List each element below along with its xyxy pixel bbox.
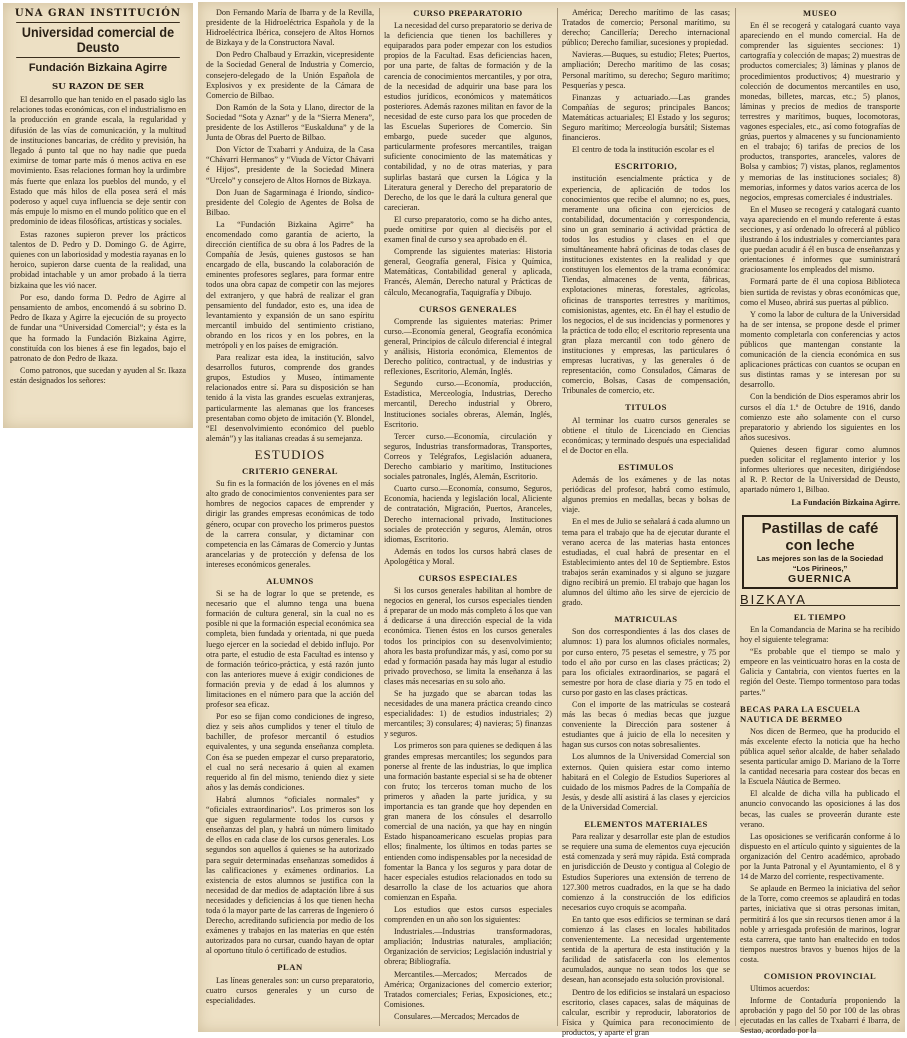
paragraph: Se aplaude en Bermeo la iniciativa del señor de la Torre, como creemos se aplaudirá en todas partes, iniciativa que si otras personas imitan, permitirá á los que sin recursos tienen amor á la noble y arriesgada profesión de marinos, lograr esta carrera, que tanto han enaltecido en todos tiempos nuestros bravos y buenos hijos de la costa. (740, 884, 900, 964)
paragraph: La necesidad del curso preparatorio se deriva de la deficiencia que tienen los bachilleres y equiparados para poder empezar con los estudios propios de la Facultad. Esas deficiencias hacen, por una parte, de faltas de formación y de la carencia de conocimientos mercantiles, y por otra, de la necesidad de adquirir una base para los estudios jurídicos, económicos y matemáticos posteriores. Además razones militan en favor de la necesidad de este curso para los que proceden de las Escuelas Superiores de Comercio. Sin embargo, puede suceder que algunos, particularmente profesores mercantiles, traigan suficiente conocimiento de las matemáticas y contabilidad, y no de otras materias, y para suplirlas bastará que cursen la Lógica y la Literatura general y Derecho del preparatorio de Derecho, de los que le dará la cultura general que carecieran. (384, 21, 552, 212)
paragraph: Nos dicen de Bermeo, que ha producido el más excelente efecto la noticia que ha hecho pública aquel señor alcalde, de haber señalado sesenta particular amigo D. Mariano de la Torre la cantidad necesaria para costear dos becas en la Escuela Náutica de Bermeo. (740, 726, 900, 787)
clipping-kicker: UNA GRAN INSTITUCIÓN (14, 8, 182, 19)
paragraph: El curso preparatorio, como se ha dicho antes, puede omitirse por quien al dieciséis por el examen final de curso y sea aprobado en él. (384, 214, 552, 245)
column-rule (557, 8, 558, 1026)
tiempo-heading: EL TIEMPO (793, 611, 847, 622)
paragraph: institución esencialmente práctica y de experiencia, de aplicación de todos los conocimientos que recibe el alumno; no es, pues, meramente una oficina con ejercicios de contabilidad, documentación y correspondencia, sino un gran seminario á actividad práctica de todos los estudios y clases en el que simultáneamente habrá oficinas de todas clases de instituciones existentes en la realidad y que constituyen los elementos de la trama económica: Tiendas, almacenes de venta, fábricas, explotaciones mineras, forestales, agrícolas, oficinas de transportes terrestres y marítimos, comisionistas, agentes, etc. En él hay el estudio de los negocios, el de sus incidencias y pormenores y la práctica de todo ello; el escritorio representa una gran plaza mercantil con todo género de instituciones y empresas, las particulares ó empresas lucrativas, y las generales ó de representación, como Consulados, Cámaras de comercio, Bolsas, Casas de compensación, Tribunales de comercio, etc. (562, 174, 730, 396)
paragraph: Industriales.—Industrias transformadoras, ampliación; Industrias naturales, ampliación; Organización de servicios; Legislación industrial y obrera; Bibliografía. (384, 927, 552, 967)
paragraph: La “Fundación Bizkaina Agirre” ha encomendado como garantía de acierto, la dirección científica de su obra á los Padres de la Compañía de Jesús, quienes gustosos se han encargado de ella, buscando la colaboración de eminentes profesores seglares, para formar entre todos una obra capaz de competir con las mejores del extranjero, y que habrá de realizar el gran pensamiento del fundador, esto es, una idea de levantamiento y expansión de un sano espíritu mercantil imbuido del sentimiento cristiano, obrando en los ricos y en los pobres, en la metrópoli y en los países de emigración. (206, 219, 374, 350)
paragraph: Además en todos los cursos habrá clases de Apologética y Moral. (384, 546, 552, 566)
estimulos-heading: ESTIMULOS (618, 461, 674, 472)
ad-title-line2: con leche (785, 536, 855, 554)
paragraph: Tercer curso.—Economía, circulación y seguros, Industrias transformadoras, Transportes, Correos y Telégrafos, Legislación aduanera, Derecho cambiario y marítimo, Instituciones sociales patronales, Inglés, Alemán, Escritorio. (384, 431, 552, 482)
paragraph: El alcalde de dicha villa ha publicado el anuncio convocando las oposiciones á las dos becas, las cuales se proveerán durante este verano. (740, 789, 900, 829)
paragraph: Don Juan de Sagarminaga é Iriondo, síndico-presidente del Colegio de Agentes de Bolsa de Bilbao. (206, 187, 374, 217)
paragraph: Los primeros son para quienes se dediquen á las grandes empresas mercantiles; los segundos para ponerse al frente de las industrias, lo que implica una formación bastante especial si se ha de obtener con fruto; los terceros toman mucho de los primeros y añaden la parte jurídica, y su importancia es tan grande que hoy dependen en gran manera de los cónsules el desarrollo comercial de una nación, ya que hay en ningún Estado hispanoamericano escuelas propias para ellos; finalmente, los últimos en todas partes se entienden como indispensables por la necesidad de fomentar la Banca y los seguros y para dotar de hacer especiales estudios relacionados en todo su desarrollo la clase de los actuarios que ahora comienzan en España. (384, 741, 552, 902)
article-body (10, 95, 186, 387)
preparatorio-heading: CURSO PREPARATORIO (413, 8, 523, 18)
paragraph: Dentro de los edificios se instalará un espacioso escritorio, clases capaces, salas de máquinas de calcular, escribir y reproducir, laboratorios de Física y Química para reconocimiento de productos, y aparte el gran (562, 987, 730, 1037)
clipping-subtitle: Fundación Bizkaina Agirre (28, 62, 168, 74)
paragraph: Finanzas y actuariado.—Las grandes Compañías de seguros; principales Bancos; Matemáticas actuariales; El Estado y los seguros; Seguro marítimo; Merceología bursátil; Sistemas financieros. (562, 92, 730, 143)
paragraph: Al terminar los cuatro cursos generales se obtiene el título de Licenciado en Ciencias económicas; y terminado después una especialidad el de Doctor en ella. (562, 415, 730, 455)
paragraph: Son dos correspondientes á las dos clases de alumnos: 1) para los alumnos oficiales normales, por curso entero, 75 pesetas el semestre, y 75 por todo el año por curso en las clases prácticas; 2) para los oficiales extraordinarios, se pagará el semestre por hora de clase diaria y 75 en todo el curso por gasto en las clases prácticas. (562, 627, 730, 697)
paragraph: Quienes deseen figurar como alumnos pueden solicitar el reglamento interior y los informes ulteriores que necesiten, dirigiéndose al R. P. Rector de la Universidad de Deusto, apartado número 1, Bilbao. (740, 444, 900, 495)
paragraph: Don Víctor de Txabarri y Anduiza, de la Casa “Chávarri Hermanos” y “Viuda de Víctor Chávarri é Hijos”, presidente de la Sociedad Minera “Urcelo” y consejero de Altos Hornos de Bizkaya. (206, 145, 374, 185)
paragraph: En la Comandancia de Marina se ha recibido hoy el siguiente telegrama: (740, 624, 900, 645)
paragraph: Para realizar esta idea, la institución, salvo desarrollos futuros, comprende dos grandes grupos, Estudios y Museo, íntimamente relacionados entre sí. Para su disposición se han tenido á la vista las grandes escuelas extranjeras, particularmente las alemanas que los franceses presentaban como objeto de imitación (Y. Blondel, “El desenvolvimiento económico del pueblo alemán”) y las italianas creadas á su semejanza. (206, 353, 374, 443)
paragraph: En el Museo se recogerá y catalogará cuanto vaya apareciendo en el mundo referente á estas secciones, y así ordenado lo ofrecerá al público ilustrando á los industriales y comerciantes para que puedan acudir á él en busca de enseñanzas y orientaciones é informes que suministrará graciosamente los empleados del mismo. (740, 204, 900, 275)
ad-city: GUERNICA (787, 572, 852, 585)
paragraph: Consulares.—Mercados; Mercados de (394, 1011, 520, 1021)
column-rule (379, 8, 380, 1026)
paragraph: Mercantiles.—Mercados; Mercados de América; Organizaciones del comercio exterior; Tratados comerciales; Ferias, Exposiciones, etc.; Comisiones. (384, 969, 552, 1009)
elementos-heading: ELEMENTOS MATERIALES (584, 819, 708, 830)
paragraph: Las oposiciones se verificarán conforme á lo dispuesto en el artículo quinto y siguientes de la organización del Centro académico, aprobado por la Junta Patronal y el Ayuntamiento, el 8 y 14 de Marzo del corriente, respectivamente. (740, 831, 900, 882)
becas-heading: BECAS PARA LA ESCUELA NAUTICA DE BERMEO (740, 703, 860, 724)
escritorio-heading: ESCRITORIO, (614, 161, 678, 172)
paragraph: América; Derecho marítimo de las casas; Tratados de comercio; Personal marítimo, su derecho; Cancillería; Derecho internacional público; Derecho familiar, sucesiones y propiedad. (562, 8, 730, 48)
section-heading: SU RAZON DE SER (51, 82, 144, 92)
paragraph: Con la bendición de Dios esperamos abrir los cursos el día 1.º de Octubre de 1916, dando comienzo este año solamente con el curso preparatorio y abriendo los siguientes en los años sucesivos. (740, 392, 900, 442)
column-rule (735, 8, 736, 1026)
paragraph: En tanto que esos edificios se terminan se dará comienzo á las clases en locales habilitados convenientemente. La necesidad urgentemente sentida de la apertura de esta institución y la facilidad de satisfacerla con los elementos acumulados, aunque no sean todos los que se desean, han aconsejado esta solución provisional. (562, 914, 730, 985)
estudios-heading: ESTUDIOS (254, 446, 326, 462)
paragraph: Don Fernando María de Ibarra y de la Revilla, presidente de la Hidroeléctrica Española y de la Hidroeléctrica Ibérica, consejero de Altos Hornos de Bizkaya y de la Constructora Naval. (206, 8, 374, 48)
left-clipping (3, 3, 193, 428)
column-3 (562, 8, 730, 1037)
paragraph: En él se recogerá y catalogará cuanto vaya apareciendo en el mundo comercial. Ha de comprender las siguientes secciones: 1) cartografía y colección de mapas; 2) muestras de productos comerciales; 3) láminas y planos de procedimientos productivos; 4) muestrario y colección de documentos mercantiles en uso, monedas, billetes, marcas, etc.; 5) planos, láminas y precios de medios de transporte terrestres y marítimos, buques, locomotoras, vagones especiales, etc., así como fotografías de grúas, puertos y almacenes y su funcionamiento en el trabajo; 6) tarifas de precios de los productos, transportes, aranceles, valores de Bolsa y cambios; 7) vistas, planos, reglamentos y memorias de las instituciones sociales; 8) memorias, informes y datos varios acerca de los negocios, empresas comerciales é industriales. (740, 21, 900, 202)
paragraph: Estas razones supieron prever los prácticos talentos de D. Pedro y D. Domingo G. de Agirre, quienes con un laboriosidad y modestia rayanas en lo heroico, supieron darse cuenta de la realidad, una probidad intachable y un amor probado á la tierra bizkaina que les vió nacer. (10, 229, 186, 290)
advertisement-box (742, 515, 898, 589)
especiales-heading: CURSOS ESPECIALES (418, 572, 518, 583)
paragraph: El centro de toda la institución escolar es el (572, 145, 715, 155)
paragraph: Ultimos acuerdos: (750, 984, 810, 994)
paragraph: El desarrollo que han tenido en el pasado siglo las relaciones todas económicas, con el industrialismo en la producción en grande escala, la regularidad y difusión de las vías de comunicación, y la multitud de instituciones bancarias, de crédito y previsión, ha llegado á punto tal que no hay nadie que pueda eximirse de tomar parte más ó menos activa en ese movimiento. Esas relaciones forman hoy la urdimbre más fuerte que enlaza los pueblos del mundo, y el Estado que más hilos de ella posea será el más poderoso y aquel cuya influencia se deje sentir con más empuje lo mismo en el mundo político que en el predominio de ideas filosóficas, artísticas y sociales. (10, 95, 186, 227)
paragraph: Segundo curso.—Economía, producción, Estadística, Merceología, Industrias, Derecho mercantil, Derecho industrial y Obrero, Instituciones sociales obreras, Alemán, Inglés, Escritorio. (384, 379, 552, 429)
column-2 (384, 8, 552, 1028)
paragraph: Su fin es la formación de los jóvenes en el más alto grado de conocimientos convenientes para ser hombres de negocios capaces de emprender y dirigir las grandes empresas económicas de todo género, ocupar con provecho los primeros puestos de la carrera consular, y dictaminar con competencia en las Cámaras de Comercio y Juntas arancelarias y de protección y defensa de los intereses económicos generales. (206, 479, 374, 569)
matriculas-heading: MATRICULAS (614, 614, 678, 625)
paragraph: Si los cursos generales habilitan al hombre de negocios en general, los cursos especiales tienden á preparar de un modo más completo á los que van á dedicarse á una dirección especial de la vida económica. Tienen éstos en los cursos generales todos los principios con su desenvolvimiento; ahora les basta profundizar más, y así, como por su edad y formación pasada hay más lugar al estudio privado provechoso, se limita la enseñanza á las clases más necesarias en su solo año. (384, 586, 552, 686)
bizkaya-heading: BIZKAYA (740, 595, 900, 606)
paragraph: En el mes de Julio se señalará á cada alumno un tema para el trabajo que ha de ejecutar durante el verano acerca de las materias hasta entonces estudiadas, el cual habrá de presentar en el Establecimiento antes del 10 de Septiembre. Estos trabajos serán examinados y si alguno se juzgare digno recibirá un premio. El trabajo que hagan los alumnos del último año les sirve de ejercicio de grado. (562, 517, 730, 608)
paragraph: Cuarto curso.—Economía, consumo, Seguros, Economía, hacienda y legislación local, Aliciente de contratación, Migración, Puertos, Aranceles, Derecho internacional privado, Instituciones sociales de protección y seguros, Alemán, otros idiomas, Escritorio. (384, 484, 552, 544)
ad-subtitle: Las mejores son las de la Sociedad “Los Pirineos,” (756, 553, 884, 573)
museo-heading: MUSEO (802, 8, 837, 18)
column-1 (206, 8, 374, 1028)
paragraph: Informe de Contaduría proponiendo la aprobación y pago del 50 por 100 de las obras ejecutadas en las calles de Txabarri é Ibarra, de Sestao, acordado por la (740, 996, 900, 1036)
paragraph: Los estudios que estos cursos especiales comprenden en un año son los siguientes: (384, 904, 552, 925)
paragraph: Don Ramón de la Sota y Llano, director de la Sociedad “Sota y Aznar” y de la “Sierra Menera”, presidente de los Astilleros “Euskalduna” y de la Junta de Obras del Puerto de Bilbao. (206, 102, 374, 143)
paragraph: Las líneas generales son: un curso preparatorio, cuatro cursos generales y un curso de especialidades. (206, 975, 374, 1005)
alumnos-heading: ALUMNOS (266, 575, 314, 586)
paragraph: Si se ha de lograr lo que se pretende, es necesario que el alumno tenga una buena formación de cultura general, sin la cual no es posible ni que la formación especial económica sea completa, bien fundada y orientada, ni que pueda luego ejercer en la sociedad el debido influjo. Por otra parte, el estudio de esta Facultad es intenso y de formación teórico-práctica, y está razón junto con las anteriores mueve á exigir condiciones de formación previa y de edad á los alumnos y limitaciones en el número para que la acción del profesor sea eficaz. (206, 589, 375, 710)
paragraph: Por eso, dando forma D. Pedro de Agirre al pensamiento de ambos, encomendó á su sobrino D. Pedro de Ikaza y Agirre la ejecución de su proyecto de fundar una “Universidad Comercial”; y ésta es la que ha formado la Fundación Bizkaina Agirre, constituída con los bienes á ese fin legados, bajo el patronato de don Pedro de Ikaza. (10, 292, 186, 364)
paragraph: Los alumnos de la Universidad Comercial son externos. Quien quisiera estar como interno habitará en el Colegio de Estudios Superiores al cuidado de los mismos Padres de la Compañía de Jesús, y desde allí asistirá á las clases y ejercicios de la Universidad Comercial. (562, 752, 730, 812)
paragraph: Comprende las siguientes materias: Historia general, Geografía general, Física y Química, Matemáticas, Contabilidad general y aplicada, Francés, Alemán, Derecho natural y Prácticas de cálculo, Mecanografía, Taquigrafía y Dibujo. (384, 247, 552, 297)
paragraph: Como patronos, que sucedan y ayuden al Sr. Ikaza están designados los señores: (10, 366, 186, 386)
paragraph: Navieras.—Buques, su estudio; Fletes; Puertos, ampliación; Derecho marítimo de las cosas; Personal marítimo, su derecho; Seguro marítimo; Pesquerías y pesca. (562, 50, 730, 90)
paragraph: Se ha juzgado que se abarcan todas las necesidades de una manera práctica creando cinco especialidades: 1) de estudios industriales; 2) mercantiles; 3) consulares; 4) navieras; 5) finanzas y seguros. (384, 689, 552, 739)
paragraph: Comprende las siguientes materias: Primer curso.—Economía general, Geografía económica general, Principios de cálculo diferencial é integral y análisis, Historia económica, Elementos de Derecho político, contractual, y de industrias y reflexiones, Escritorio, Alemán, Inglés. (384, 316, 552, 377)
paragraph: Además de los exámenes y de las notas periódicas del profesor, habrá como estímulo, algunos premios en medallas, becas y bolsas de viaje. (562, 475, 730, 515)
plan-heading: PLAN (277, 962, 303, 973)
titulos-heading: TITULOS (625, 402, 667, 413)
paragraph: Y como la labor de cultura de la Universidad ha de ser intensa, se propone desde el primer momento completarla con conferencias y actos públicos que mantengan constante la comunicación de la ciencia económica en sus aplicaciones prácticas con cuantos se ocupan en sus distintas ramas y se interesan por su desarrollo. (740, 309, 900, 390)
paragraph: Por eso se fijan como condiciones de ingreso, diez y seis años cumplidos y tener el título de bachiller, de profesor mercantil ó estudios equivalentes, y una segunda enseñanza completa. Con ésa se pueden empezar el curso preparatorio, el cual no será necesario á quien al examen requerido al fin del mismo, teniendo diez y siete años y las demás condiciones. (206, 712, 374, 792)
generales-heading: CURSOS GENERALES (418, 303, 518, 314)
ad-title: Pastillas de café (761, 519, 879, 537)
criterio-heading: CRITERIO GENERAL (241, 466, 339, 477)
comision-heading: COMISION PROVINCIAL (763, 970, 877, 981)
clipping-title: Universidad comercial de Deusto (16, 22, 180, 58)
signature: La Fundación Bizkaina Agirre. (791, 498, 900, 508)
column-4 (740, 8, 900, 1036)
paragraph: Para realizar y desarrollar este plan de estudios se requiere una suma de elementos cuya ejecución está comenzada y será muy rápida. Está comprada en jurisdicción de Deusto y contigua al Colegio de Estudios Superiores una extensión de terreno de 127.300 metros cuadrados, en la que se ha dado comienzo á la construcción de los edificios necesarios cuyo croquis se acompaña. (562, 832, 730, 912)
right-clipping (198, 2, 905, 1037)
paragraph: “Es probable que el tiempo se malo y empeore en las veinticuatro horas en la costa de Galicia y Cantabria, con vientos fuertes en la región del Oeste. Tiempo tormentoso para todas partes.” (740, 647, 900, 697)
paragraph: Formará parte de él una copiosa Biblioteca bien surtida de revistas y obras económicas que, como el Museo, abrirá sus puertas al público. (740, 277, 900, 307)
paragraph: Habrá alumnos “oficiales normales” y “oficiales extraordinarios”. Los primeros son los que siguen regularmente todos los cursos y enseñanzas del plan, y habrá un número limitado de ellos en cada clase de los cursos generales. Los segundos son aquellos á quienes se ha autorizado para seguir determinadas enseñanzas somedidos á las calificaciones y exámenes ordinarios. La existencia de estos alumnos se justifica con la necesidad de dar medios de adaptación libre á sus necesidades y deficiencias á los que tienen hecha toda ó la mayor parte de las carreras de Ingeniero ó Derecho, acreditando suficiencia por medio de los exámenes y trabajos en las materias en que estén autorizados para no cursar, cuando hayan de optar al oportuno título ó certificado de estudios. (206, 794, 374, 956)
paragraph: Don Pedro Chalbaud y Errazkin, vicepresidente de la Sociedad General de Industria y Comercio, consejero-delegado de la Unión Española de Explosivos y ex presidente de la Cámara de Comercio de Bilbao. (206, 50, 374, 100)
paragraph: Con el importe de las matrículas se costeará más las becas ó medias becas que juzgue conveniente la Dirección para sostener á estudiantes que á juicio de ella lo necesiten y hagan sus cursos con notas sobresalientes. (562, 700, 730, 750)
